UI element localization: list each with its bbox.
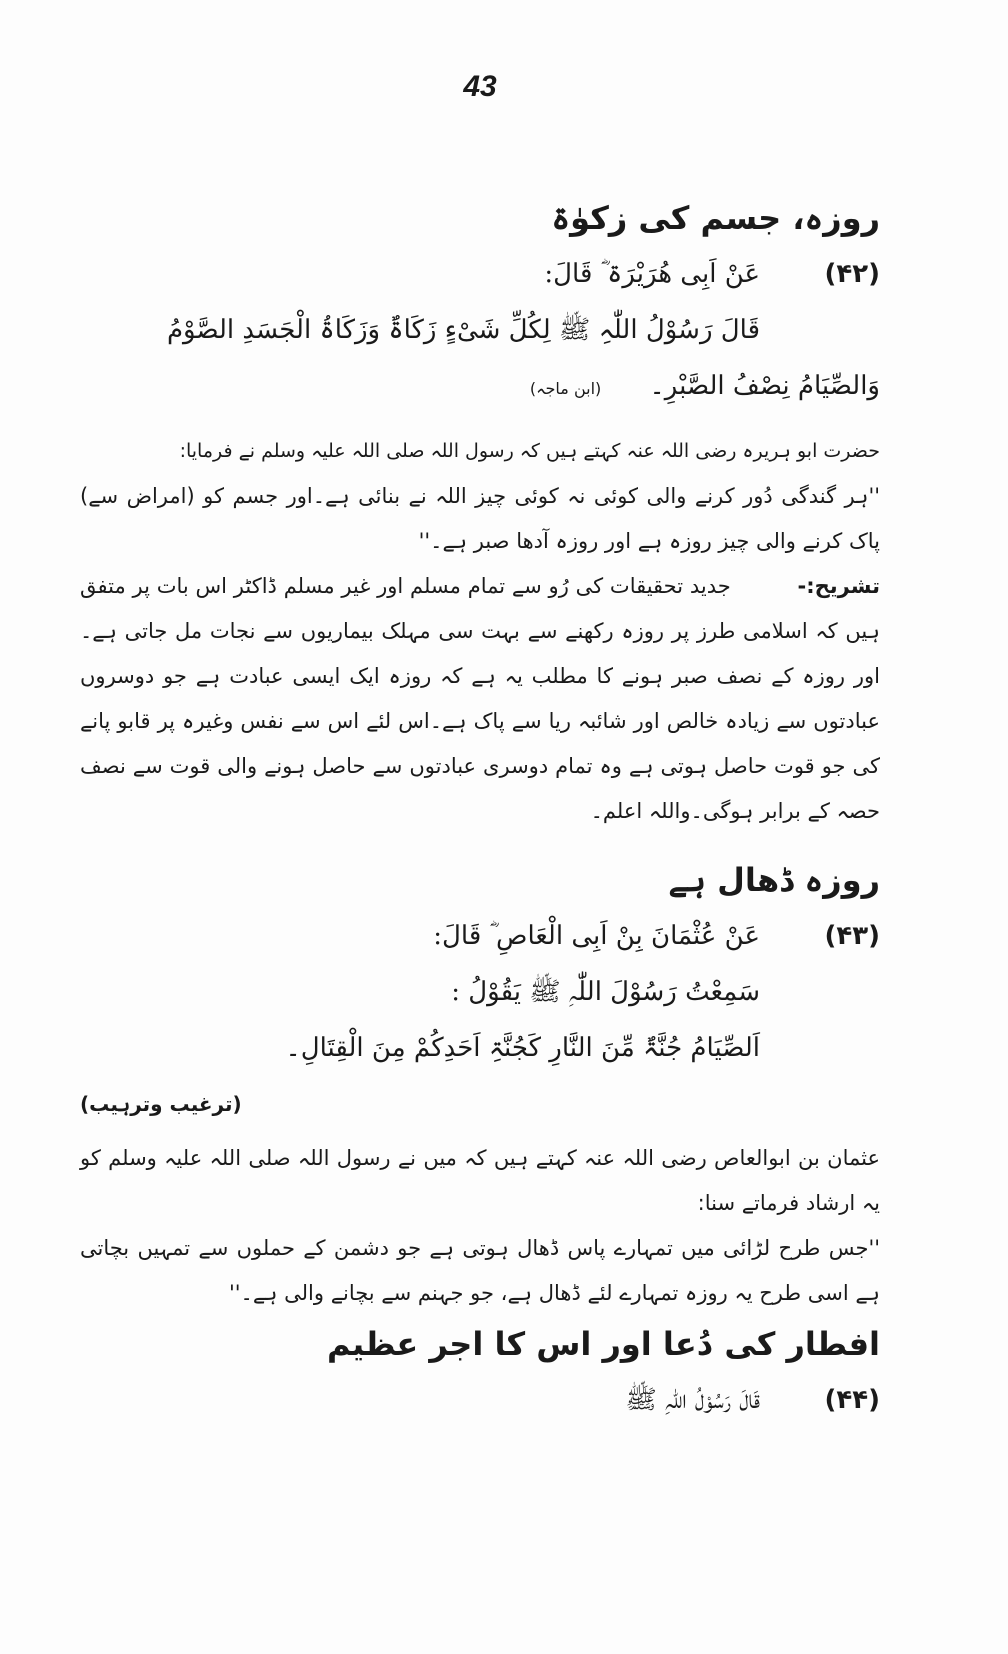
hadith-narrator-line: قَالَ رَسُوْلُ اللّٰہِ ﷺ (625, 1385, 760, 1415)
tashreeh-paragraph (80, 564, 880, 834)
section-fasting-shield (80, 852, 880, 1316)
hadith-header (80, 908, 880, 964)
hadith-number: (۴۳) (824, 921, 880, 951)
hadith-narrator-line: عَنْ اَبِی ھُرَیْرَۃ ؓ قَالَ: (544, 259, 760, 289)
section-heading: روزہ، جسم کی زکوٰۃ (551, 199, 880, 237)
section-heading: افطار کی دُعا اور اس کا اجر عظیم (327, 1325, 880, 1363)
translation-text: ''جس طرح لڑائی میں تمہارے پاس ڈھال ہوتی ہے جو دشمن کے حملوں سے تمہیں بچاتی ہے اسی طرح یہ روزہ تمہارے لئے ڈھال ہے، جو جہنم سے بچانے والی ہے۔'' (80, 1236, 880, 1305)
translation-intro: حضرت ابو ہریرہ رضی اللہ عنہ کہتے ہیں کہ رسول اللہ صلی اللہ علیہ وسلم نے فرمایا: (179, 440, 880, 462)
arabic-text-line (80, 358, 880, 417)
arabic-text-line: سَمِعْتُ رَسُوْلَ اللّٰہِ ﷺ یَقُوْلُ : (451, 977, 760, 1007)
hadith-source: (ابن ماجہ) (529, 379, 602, 398)
arabic-text-line: اَلصِّیَامُ جُنَّۃٌ مِّنَ النَّارِ کَجُنَّۃِ اَحَدِکُمْ مِنَ الْقِتَالِ۔ (285, 1033, 760, 1063)
hadith-header (80, 246, 880, 302)
translation-text: ''ہر گندگی دُور کرنے والی کوئی نہ کوئی چیز اللہ نے بنائی ہے۔اور جسم کو (امراض سے) پاک کرنے والی چیز روزہ ہے اور روزہ آدھا صبر ہے۔'' (80, 484, 880, 553)
arabic-text-line: قَالَ رَسُوْلُ اللّٰہِ ﷺ لِکُلِّ شَیْءٍ زَکَاۃٌ وَزَکَاۃُ الْجَسَدِ الصَّوْمُ (166, 315, 760, 345)
tashreeh-label: تشریح:- (797, 574, 880, 598)
hadith-number: (۴۲) (824, 259, 880, 289)
arabic-text: وَالصِّیَامُ نِصْفُ الصَّبْرِ۔ (649, 371, 880, 401)
page-content (80, 190, 880, 1428)
section-heading: روزہ ڈھال ہے (668, 861, 880, 899)
page-number: 43 (463, 70, 497, 103)
tashreeh-text: جدید تحقیقات کی رُو سے تمام مسلم اور غیر مسلم ڈاکٹر اس بات پر متفق ہیں کہ اسلامی طرز پر روزہ رکھنے سے بہت سی مہلک بیماریوں سے نجات مل جاتی ہے۔اور روزہ کے نصف صبر ہونے کا مطلب یہ ہے کہ روزہ ایک ایسی عبادت ہے جو دوسروں عبادتوں سے زیادہ خالص اور شائبہ ریا سے پاک ہے۔اس لئے اس سے نفس وغیرہ پر قابو پانے کی جو قوت حاصل ہوتی ہے وہ تمام دوسری عبادتوں سے حاصل ہونے والی قوت سے نصف حصہ کے برابر ہوگی۔واللہ اعلم۔ (80, 574, 880, 823)
hadith-source-text: (ترغیب وترہیب) (80, 1092, 242, 1116)
section-iftar-dua (80, 1316, 880, 1428)
section-fasting-zakat (80, 190, 880, 834)
hadith-header (80, 1372, 880, 1428)
translation-intro: عثمان بن ابوالعاص رضی اللہ عنہ کہتے ہیں کہ میں نے رسول اللہ صلی اللہ علیہ وسلم کو یہ ارشاد فرماتے سنا: (80, 1146, 880, 1215)
hadith-number: (۴۴) (824, 1385, 880, 1415)
hadith-source (80, 1080, 880, 1128)
hadith-narrator-line: عَنْ عُثْمَانَ بِنْ اَبِی الْعَاصِ ؓ قَالَ: (433, 921, 760, 951)
